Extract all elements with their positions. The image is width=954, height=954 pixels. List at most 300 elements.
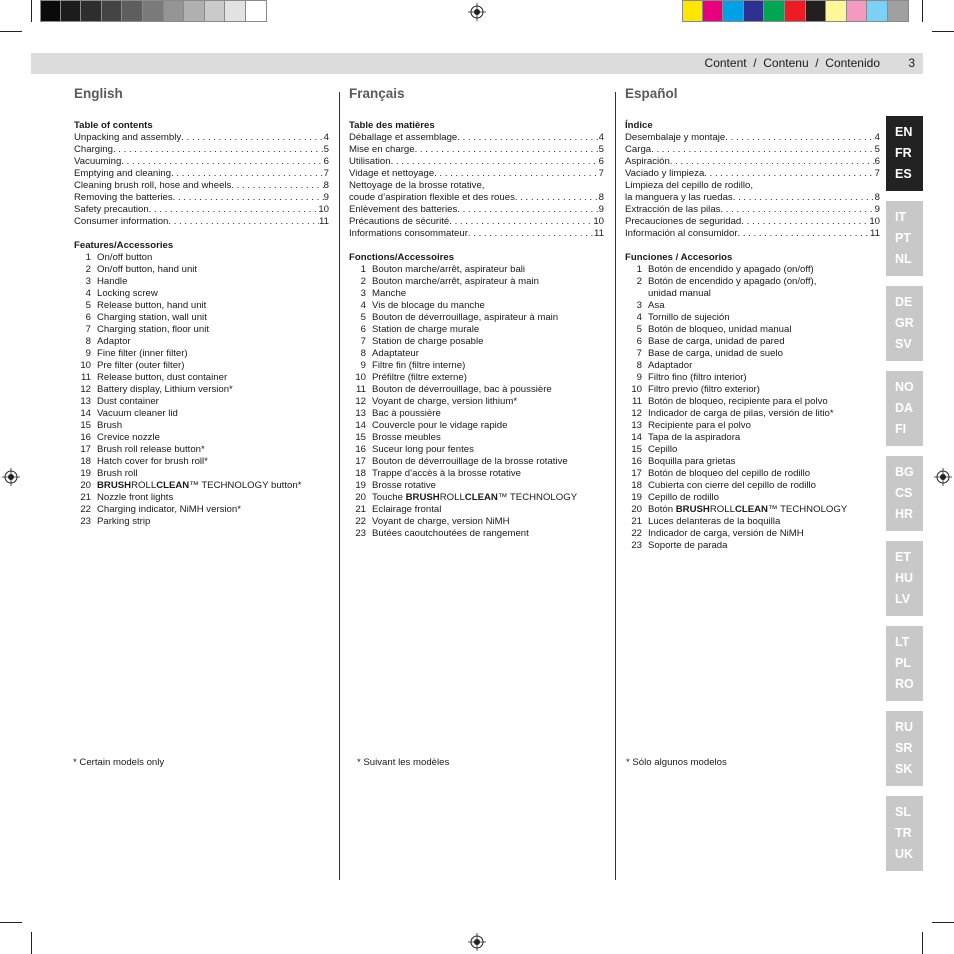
- feature-number: 6: [636, 336, 642, 347]
- language-tab-group[interactable]: [886, 541, 923, 616]
- feature-label: Vis de blocage du manche: [372, 300, 485, 311]
- column-english: [74, 86, 329, 528]
- feature-label: Handle: [97, 276, 128, 287]
- language-tab-group[interactable]: [886, 371, 923, 446]
- feature-item: [74, 372, 329, 384]
- brand-clean: CLEAN: [734, 504, 768, 515]
- color-swatch: [723, 0, 744, 22]
- feature-label: Release button, hand unit: [97, 300, 207, 311]
- feature-label: Brosse meubles: [372, 432, 441, 443]
- color-swatch: [81, 0, 102, 22]
- registration-mark-icon: [468, 3, 486, 21]
- page-number: 3: [908, 56, 915, 70]
- feature-number: 5: [85, 300, 91, 311]
- language-tab[interactable]: TR: [895, 826, 912, 840]
- toc-entry-label: Precauciones de seguridad: [625, 216, 742, 227]
- feature-item: [625, 372, 880, 384]
- feature-number: 17: [355, 456, 366, 467]
- feature-label: Crevice nozzle: [97, 432, 160, 443]
- toc-page-number: 5: [598, 144, 604, 155]
- toc-entry: [625, 132, 880, 144]
- language-tab[interactable]: ET: [895, 550, 911, 564]
- color-swatch: [847, 0, 868, 22]
- dot-leader: [434, 168, 598, 180]
- toc-entry: Nettoyage de la brosse rotative,: [349, 180, 485, 191]
- toc-entry: [625, 204, 880, 216]
- crop-mark: [932, 31, 954, 32]
- feature-label: Filtro fino (filtro interior): [648, 372, 747, 383]
- toc-page-number: 11: [594, 228, 604, 239]
- dot-leader: [457, 204, 598, 216]
- toc-entry: [625, 144, 880, 156]
- header-band: [31, 53, 923, 74]
- feature-number: 22: [631, 528, 642, 539]
- feature-label: Dust container: [97, 396, 159, 407]
- color-swatch: [122, 0, 143, 22]
- feature-label: Hatch cover for brush roll*: [97, 456, 208, 467]
- feature-item: [625, 516, 880, 528]
- feature-number: 11: [356, 384, 366, 395]
- feature-label: Botón de encendido y apagado (on/off): [648, 264, 814, 275]
- language-tab[interactable]: IT: [895, 210, 907, 224]
- toc-entry: [625, 228, 880, 240]
- feature-item: [625, 288, 880, 300]
- feature-number: 5: [636, 324, 642, 335]
- table-of-contents: [625, 132, 880, 240]
- language-tab[interactable]: DE: [895, 295, 913, 309]
- language-tab[interactable]: HU: [895, 571, 914, 585]
- feature-label: Station de charge murale: [372, 324, 480, 335]
- toc-entry-label: Informations consommateur: [349, 228, 468, 239]
- toc-entry-label: Removing the batteries: [74, 192, 173, 203]
- feature-label: Bouton de déverrouillage de la brosse rotative: [372, 456, 568, 467]
- feature-number: 4: [85, 288, 91, 299]
- dot-leader: [457, 132, 598, 144]
- table-of-contents: [349, 132, 604, 240]
- language-tab[interactable]: NO: [895, 380, 914, 394]
- feature-label: Release button, dust container: [97, 372, 228, 383]
- color-swatch: [764, 0, 785, 22]
- language-tab[interactable]: ES: [895, 167, 912, 181]
- toc-entry: [349, 144, 604, 156]
- feature-number: 10: [631, 384, 642, 395]
- dot-leader: [415, 144, 599, 156]
- feature-number: 10: [355, 372, 366, 383]
- dot-leader: [113, 144, 324, 156]
- feature-number: 9: [360, 360, 366, 371]
- feature-item: [625, 396, 880, 408]
- feature-number: 7: [636, 348, 642, 359]
- feature-number: [625, 288, 648, 300]
- feature-item: [625, 540, 880, 552]
- feature-item: [625, 300, 880, 312]
- dot-leader: [149, 204, 319, 216]
- language-tab[interactable]: RU: [895, 720, 914, 734]
- language-tab-group[interactable]: [886, 286, 923, 361]
- brand-clean: CLEAN: [464, 492, 498, 503]
- language-tab[interactable]: SR: [895, 741, 913, 755]
- dot-leader: [738, 228, 871, 240]
- feature-number: 1: [85, 252, 91, 263]
- feature-item: [349, 384, 604, 396]
- feature-item: [74, 252, 329, 264]
- toc-entry-label: Consumer information: [74, 216, 169, 227]
- feature-number: 9: [85, 348, 91, 359]
- feature-item: [349, 276, 604, 288]
- toc-page-number: 10: [318, 204, 329, 215]
- feature-label: Base de carga, unidad de suelo: [648, 348, 783, 359]
- feature-item: [349, 468, 604, 480]
- toc-page-number: 7: [323, 168, 329, 179]
- toc-page-number: 7: [874, 168, 880, 179]
- language-tab-group[interactable]: [886, 796, 923, 871]
- toc-entry-label: Vaciado y limpieza: [625, 168, 705, 179]
- toc-entry: [625, 192, 880, 204]
- feature-number: 21: [355, 504, 366, 515]
- toc-entry-label: Mise en charge: [349, 144, 415, 155]
- toc-entry-label: Desembalaje y montaje: [625, 132, 726, 143]
- features-list: [625, 264, 880, 552]
- feature-label: Boquilla para grietas: [648, 456, 736, 467]
- color-swatch: [826, 0, 847, 22]
- toc-entry: [349, 192, 604, 204]
- feature-number: 7: [85, 324, 91, 335]
- feature-item: [74, 360, 329, 372]
- feature-number: 11: [81, 372, 91, 383]
- feature-label: [97, 480, 329, 492]
- dot-leader: [468, 228, 594, 240]
- feature-number: 22: [355, 516, 366, 527]
- toc-page-number: 4: [598, 132, 604, 143]
- feature-label: Eclairage frontal: [372, 504, 442, 515]
- toc-entry-label: Enlèvement des batteries: [349, 204, 458, 215]
- feature-item: [74, 468, 329, 480]
- brand-roll: ROLL: [131, 480, 157, 491]
- feature-item: [625, 432, 880, 444]
- feature-item: [74, 264, 329, 276]
- feature-item: [349, 516, 604, 528]
- language-tab[interactable]: BG: [895, 465, 914, 479]
- feature-number: 23: [631, 540, 642, 551]
- column-divider: [615, 92, 616, 880]
- toc-entry-label: Unpacking and assembly: [74, 132, 182, 143]
- language-tab[interactable]: SK: [895, 762, 913, 776]
- color-swatch: [40, 0, 61, 22]
- language-tab[interactable]: PT: [895, 231, 911, 245]
- feature-label: Battery display, Lithium version*: [97, 384, 233, 395]
- feature-number: 9: [636, 372, 642, 383]
- feature-number: 20: [355, 492, 366, 503]
- feature-number: 21: [80, 492, 91, 503]
- language-tab[interactable]: LT: [895, 635, 910, 649]
- toc-entry-label: Aspiración: [625, 156, 670, 167]
- feature-item: [74, 420, 329, 432]
- toc-entry-label: Déballage et assemblage: [349, 132, 458, 143]
- feature-number: 17: [80, 444, 91, 455]
- feature-number: 20: [80, 480, 91, 491]
- features-title: Funciones / Accesorios: [625, 252, 733, 263]
- feature-item: [349, 348, 604, 360]
- features-list: [349, 264, 604, 540]
- language-tab[interactable]: LV: [895, 592, 911, 606]
- color-swatch: [205, 0, 226, 22]
- language-tab-group[interactable]: [886, 711, 923, 786]
- language-tab[interactable]: UK: [895, 847, 914, 861]
- brand-roll: ROLL: [709, 504, 735, 515]
- language-tab-group[interactable]: [886, 626, 923, 701]
- dot-leader: [720, 204, 874, 216]
- feature-label: Pre filter (outer filter): [97, 360, 185, 371]
- feature-label: Botón de encendido y apagado (on/off),: [648, 276, 817, 287]
- feature-label: [648, 504, 880, 516]
- color-swatch: [888, 0, 909, 22]
- feature-number: 6: [85, 312, 91, 323]
- color-swatch: [744, 0, 765, 22]
- toc-entry: [349, 228, 604, 240]
- column-divider: [339, 92, 340, 880]
- feature-number: 8: [360, 348, 366, 359]
- feature-label: Botón de bloqueo, unidad manual: [648, 324, 792, 335]
- feature-item: [74, 324, 329, 336]
- language-tab[interactable]: GR: [895, 316, 914, 330]
- feature-number: 6: [360, 324, 366, 335]
- toc-entry-label: Información al consumidor: [625, 228, 738, 239]
- feature-item: [625, 504, 880, 516]
- crop-mark: [922, 0, 923, 22]
- toc-page-number: 7: [598, 168, 604, 179]
- feature-number: 1: [636, 264, 642, 275]
- language-tab-group[interactable]: [886, 201, 923, 276]
- feature-number: 16: [631, 456, 642, 467]
- language-tab[interactable]: EN: [895, 125, 913, 139]
- toc-page-number: 5: [323, 144, 329, 155]
- dot-leader: [515, 192, 599, 204]
- color-swatch: [806, 0, 827, 22]
- feature-label: Bouton marche/arrêt, aspirateur à main: [372, 276, 539, 287]
- brand-suffix: ™ TECHNOLOGY: [497, 492, 578, 503]
- feature-number: 13: [80, 396, 91, 407]
- feature-label: Tornillo de sujeción: [648, 312, 730, 323]
- feature-number: 20: [631, 504, 642, 515]
- feature-label: Cubierta con cierre del cepillo de rodillo: [648, 480, 816, 491]
- language-tab[interactable]: FR: [895, 146, 912, 160]
- feature-number: 2: [360, 276, 366, 287]
- toc-page-number: 8: [323, 180, 329, 191]
- feature-number: 11: [632, 396, 642, 407]
- color-swatch: [102, 0, 123, 22]
- section-heading: English: [74, 86, 123, 101]
- toc-entry-label: Carga: [625, 144, 652, 155]
- feature-label: Charging station, floor unit: [97, 324, 209, 335]
- feature-item: [74, 384, 329, 396]
- brand-brush: BRUSH: [675, 504, 710, 515]
- footnote: * Sólo algunos modelos: [626, 757, 727, 768]
- feature-label: Bouton de déverrouillage, bac à poussière: [372, 384, 552, 395]
- feature-label: Nozzle front lights: [97, 492, 174, 503]
- feature-number: 12: [631, 408, 642, 419]
- toc-entry: [74, 144, 329, 156]
- feature-number: 22: [80, 504, 91, 515]
- feature-label: Bac à poussière: [372, 408, 441, 419]
- feature-number: 23: [80, 516, 91, 527]
- dot-leader: [231, 180, 323, 192]
- language-tab-group[interactable]: [886, 116, 923, 191]
- feature-number: 10: [80, 360, 91, 371]
- feature-label: Cepillo de rodillo: [648, 492, 719, 503]
- feature-label: Préfiltre (filtre externe): [372, 372, 467, 383]
- features-title: Fonctions/Accessoires: [349, 252, 455, 263]
- feature-number: 5: [360, 312, 366, 323]
- feature-label: Filtro previo (filtro exterior): [648, 384, 760, 395]
- toc-entry-label: Cleaning brush roll, hose and wheels: [74, 180, 232, 191]
- feature-label: Brosse rotative: [372, 480, 436, 491]
- feature-item: [74, 396, 329, 408]
- feature-item: [625, 456, 880, 468]
- feature-label: Soporte de parada: [648, 540, 728, 551]
- toc-entry-label: coude d’aspiration flexible et des roues: [349, 192, 515, 203]
- toc-entry-label: Vidage et nettoyage: [349, 168, 435, 179]
- toc-page-number: 8: [874, 192, 880, 203]
- toc-entry-label: la manguera y las ruedas: [625, 192, 733, 203]
- feature-item: [349, 336, 604, 348]
- features-title: Features/Accessories: [74, 240, 174, 251]
- feature-item: [625, 528, 880, 540]
- crop-mark: [31, 932, 32, 954]
- feature-item: [625, 360, 880, 372]
- feature-label: Butées caoutchoutées de rangement: [372, 528, 529, 539]
- page-title: Content / Contenu / Contenido: [704, 56, 880, 70]
- feature-item: [349, 372, 604, 384]
- toc-entry-label: Safety precaution: [74, 204, 149, 215]
- toc-entry: [625, 216, 880, 228]
- feature-label: Charging station, wall unit: [97, 312, 207, 323]
- brand-brush: BRUSH: [405, 492, 440, 503]
- feature-label: Filtre fin (filtre interne): [372, 360, 466, 371]
- footnote: * Certain models only: [73, 757, 165, 768]
- feature-item: [349, 288, 604, 300]
- crop-mark: [31, 0, 32, 22]
- feature-label: Brush: [97, 420, 123, 431]
- feature-label: Locking screw: [97, 288, 158, 299]
- toc-entry: [74, 204, 329, 216]
- brand-suffix: ™ TECHNOLOGY: [767, 504, 848, 515]
- feature-label: Brush roll: [97, 468, 138, 479]
- feature-item: [625, 492, 880, 504]
- toc-page-number: 9: [323, 192, 329, 203]
- toc-page-number: 6: [874, 156, 880, 167]
- color-swatch: [703, 0, 724, 22]
- column-french: [349, 86, 604, 540]
- feature-item: [74, 432, 329, 444]
- language-tab-group[interactable]: [886, 456, 923, 531]
- feature-item: [74, 276, 329, 288]
- toc-title: Table des matières: [349, 120, 435, 131]
- feature-item: [349, 492, 604, 504]
- feature-label: Trappe d’accès à la brosse rotative: [372, 468, 521, 479]
- feature-item: [74, 444, 329, 456]
- feature-label: On/off button, hand unit: [97, 264, 198, 275]
- toc-page-number: 10: [593, 216, 604, 227]
- feature-number: 19: [355, 480, 366, 491]
- dot-leader: [171, 168, 324, 180]
- language-tab[interactable]: FI: [895, 422, 907, 436]
- feature-number: 4: [636, 312, 642, 323]
- feature-number: 16: [355, 444, 366, 455]
- language-tab[interactable]: NL: [895, 252, 912, 266]
- feature-item: [349, 456, 604, 468]
- feature-item: [625, 264, 880, 276]
- feature-item: [349, 444, 604, 456]
- feature-item: [349, 432, 604, 444]
- feature-label: Charging indicator, NiMH version*: [97, 504, 241, 515]
- feature-number: 18: [355, 468, 366, 479]
- language-tab[interactable]: SL: [895, 805, 911, 819]
- feature-label: Station de charge posable: [372, 336, 484, 347]
- feature-label: Botón de bloqueo, recipiente para el polvo: [648, 396, 828, 407]
- feature-item: [349, 324, 604, 336]
- brand-suffix: ™ TECHNOLOGY button*: [189, 480, 302, 491]
- language-tab[interactable]: CS: [895, 486, 913, 500]
- feature-label: Luces delanteras de la boquilla: [648, 516, 781, 527]
- toc-page-number: 6: [598, 156, 604, 167]
- color-swatch: [682, 0, 703, 22]
- feature-label: Base de carga, unidad de pared: [648, 336, 785, 347]
- feature-number: 14: [80, 408, 91, 419]
- feature-item: [74, 348, 329, 360]
- language-tab[interactable]: SV: [895, 337, 912, 351]
- feature-item: [74, 492, 329, 504]
- toc-entry: [349, 156, 604, 168]
- color-swatch: [246, 0, 267, 22]
- feature-item: [349, 408, 604, 420]
- feature-number: 4: [360, 300, 366, 311]
- toc-entry-label: Emptying and cleaning: [74, 168, 172, 179]
- feature-number: 17: [631, 468, 642, 479]
- feature-label: [372, 492, 604, 504]
- language-tab[interactable]: RO: [895, 677, 914, 691]
- feature-number: 3: [636, 300, 642, 311]
- dot-leader: [741, 216, 869, 228]
- language-tab[interactable]: HR: [895, 507, 914, 521]
- registration-mark-icon: [468, 933, 486, 951]
- feature-item: [74, 504, 329, 516]
- feature-number: 12: [80, 384, 91, 395]
- feature-label: Voyant de charge, version NiMH: [372, 516, 510, 527]
- toc-entry: Limpieza del cepillo de rodillo,: [625, 180, 753, 191]
- crop-mark: [0, 922, 22, 923]
- language-tab[interactable]: PL: [895, 656, 911, 670]
- feature-item: [74, 408, 329, 420]
- feature-label: Cepillo: [648, 444, 678, 455]
- crop-mark: [0, 31, 22, 32]
- brand-clean: CLEAN: [156, 480, 190, 491]
- color-swatch: [785, 0, 806, 22]
- toc-entry: [349, 132, 604, 144]
- language-tab[interactable]: DA: [895, 401, 914, 415]
- feature-number: 18: [80, 456, 91, 467]
- dot-leader: [449, 216, 593, 228]
- section-heading: Español: [625, 86, 678, 101]
- color-swatch: [225, 0, 246, 22]
- toc-page-number: 5: [874, 144, 880, 155]
- feature-number: 7: [360, 336, 366, 347]
- dot-leader: [391, 156, 599, 168]
- feature-item: [625, 384, 880, 396]
- feature-label: Adaptor: [97, 336, 131, 347]
- feature-item: [74, 456, 329, 468]
- toc-entry-label: Vacuuming: [74, 156, 122, 167]
- feature-label: Adaptador: [648, 360, 693, 371]
